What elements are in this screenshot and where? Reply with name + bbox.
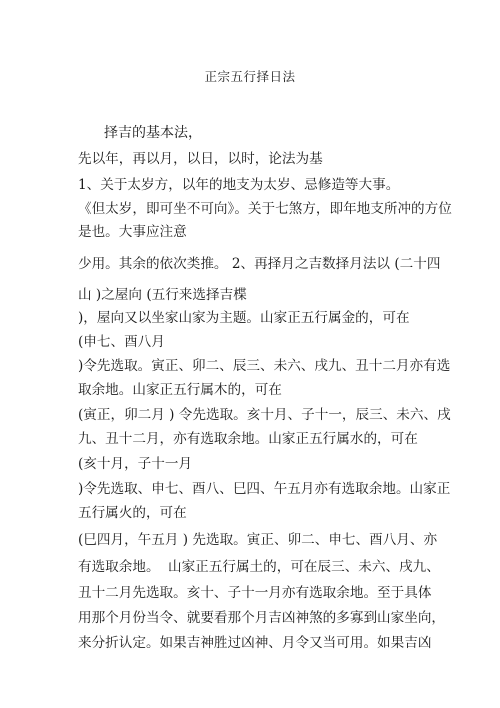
body-line: 九、丑十二月，亦有选取余地。山家正五行属水的，可在 [78,431,418,447]
body-line: 先以年，再以月，以日，以时，论法为基 [78,151,323,167]
body-line: (亥十月，子十一月 [78,456,193,472]
body-line: )令先选取、申七、酉八、巳四、午五月亦有选取余地。山家正 [78,481,451,497]
body-line: )令先选取。寅正、卯二、辰三、未六、戌九、丑十二月亦有选 [78,358,451,374]
body-line: 是也。大事应注意 [78,224,187,240]
body-line: 用那个月份当令、就要看那个月吉凶神煞的多寡到山家坐向， [78,610,446,626]
body-line: 少用。其余的依次类推。 2、再择月之吉数择月法以 (二十四 [78,256,441,272]
document-title: 正宗五行择日法 [204,69,296,84]
body-line: 丑十二月先选取。亥十、子十一月亦有选取余地。至于具体 [78,585,432,601]
body-line: 五行属火的，可在 [78,505,187,521]
body-line: 《但太岁，即可坐不可向》。关于七煞方，即年地支所冲的方位 [78,201,452,217]
section-heading: 择吉的基本法， [104,125,202,141]
body-line: (寅正，卯二月 ) 令先选取。亥十月、子十一，辰三、未六、戌 [78,407,451,423]
body-line: (申七、酉八月 [78,334,165,350]
body-line: 山 )之屋向 (五行来选择吉楪 [78,287,247,303]
body-line: 取余地。山家正五行属木的，可在 [78,382,282,398]
body-line: 有选取余地。 [78,559,160,575]
body-line: (巳四月，午五月 ) 先选取。寅正、卯二、申七、酉八月、亦 [78,532,438,548]
body-line: 1、关于太岁方，以年的地支为太岁、忌修造等大事。 [78,177,400,193]
body-line: )，屋向又以坐家山家为主题。山家正五行属金的，可在 [78,310,410,326]
body-line: 来分折认定。如果吉神胜过凶神、月令又当可用。如果吉凶 [78,635,432,651]
body-line: 山家正五行属土的，可在辰三、未六、戌九、 [168,559,440,575]
